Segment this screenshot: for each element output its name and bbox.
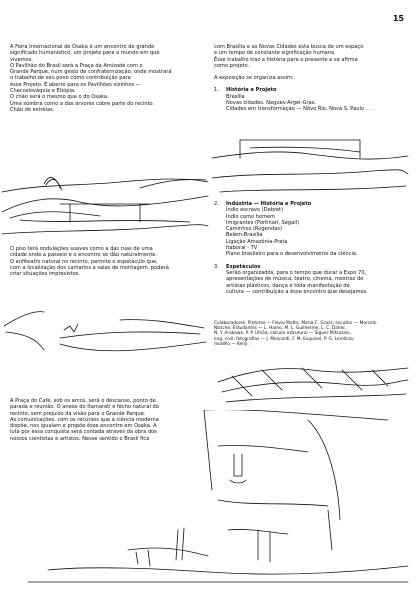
text-line: vivemos. bbox=[10, 56, 33, 63]
text-line: significado humanístico, um projeto para o mundo em que bbox=[10, 50, 160, 57]
text-line: Checoslováquia e Etiópia. bbox=[10, 88, 76, 95]
continuation-paragraph bbox=[214, 44, 374, 113]
credit-line: Nitsche; Estudantes — L. Hamo, M. L. Guilherme, L. C. Daher, bbox=[214, 326, 347, 332]
arch-sketch bbox=[212, 352, 412, 412]
text-line: Grande Parque, num gesto de confraternização, onde mostrará bbox=[10, 69, 172, 76]
intro-paragraph bbox=[10, 44, 171, 113]
section-title: História e Projeto bbox=[226, 87, 277, 94]
list-item: Itaboraí - TV bbox=[226, 245, 258, 252]
text-line: luta por essa conquista será contada através da obra dos bbox=[10, 429, 157, 436]
text-line: criar situações imprevistos. bbox=[10, 271, 81, 278]
section-2 bbox=[214, 201, 368, 295]
section-title: Indústria — História e Projeto bbox=[226, 201, 312, 207]
credit-line: eng. civil; fotografias — J. Moscardi, F. M. Esquivel, P. G. Lerollina; bbox=[214, 336, 355, 342]
landscape-sketch-2 bbox=[0, 290, 210, 370]
text-line: O anfiteatro natural no recinto, permite o espetáculo que, bbox=[10, 258, 158, 265]
text-line: com a localização dos camarins e salas de montagem, poderá bbox=[10, 264, 169, 271]
section-number: 3. bbox=[214, 263, 219, 270]
text-line: dispõe, nos igualam e propõe êsse encontro em Osaka. A bbox=[10, 423, 157, 430]
text-line: o trabalho de seu povo como contribuição para bbox=[10, 75, 131, 82]
landscape-sketch-1 bbox=[0, 112, 210, 242]
list-item: Serão organizados, para o tempo que durar a Expo 70, bbox=[226, 269, 367, 276]
section-number: 2. bbox=[214, 201, 219, 207]
list-item: Ligação Amazônia-Prata bbox=[226, 238, 288, 245]
text-line: O Pavilhão do Brasil será a Praça da Amizade com o bbox=[10, 62, 143, 69]
text-line: como projeto. bbox=[214, 62, 250, 69]
credit-line: N. Y. Arakawa, P. P. Ulhôa; cálculo estrutural — Siguer Mitsutani, bbox=[214, 331, 351, 337]
list-item: Índio como homem bbox=[226, 213, 276, 220]
list-item: Índio escravo (Debret) bbox=[226, 207, 284, 214]
credit-line: modêlo — Kenji. bbox=[214, 341, 249, 347]
text-line: êsse Projeto. É aberto para os Pavilhões vizinhos — bbox=[10, 81, 141, 88]
text-line: cidade onde a passeio e o encontro se dão naturalmente. bbox=[10, 252, 158, 259]
list-item: Imigrantes (Portinari, Segall) bbox=[226, 219, 300, 226]
text-line: O chão será o mesmo que o do Osaka. bbox=[10, 94, 109, 101]
bridge-sketch bbox=[210, 118, 410, 202]
text-line: A Feira Internacional de Osaka é um encontro de grande bbox=[10, 44, 155, 50]
credit-line: Colaboradores: Pintores — Flavio Motta, Maria C. Grass; escultor — Marcelo bbox=[214, 321, 377, 326]
piso-paragraph bbox=[10, 246, 169, 277]
text-line: com Brasília e as Novas Cidades esta busca de um espaço bbox=[214, 44, 364, 50]
list-item: Cidades em transformação — Nôvo Rio, Nova S. Paulo . . . bbox=[226, 106, 374, 113]
list-item: Plano brasileiro para o desenvolvimento da ciência. bbox=[226, 251, 358, 258]
text-line: Êsse trabalho traz a história para o presente e se afirma bbox=[214, 56, 358, 63]
text-line: recinto, sem prejuízo da visão para o Grande Parque. bbox=[10, 410, 146, 417]
list-item: apresentações de música, teatro, cinema, mostras de bbox=[226, 276, 364, 283]
list-item: artistas plásticos, dança e tôda manifestação de bbox=[226, 282, 350, 289]
text-line: Uma sombra como a das árvores cobre parte do recinto. bbox=[10, 100, 155, 107]
page-number: 15 bbox=[392, 14, 404, 23]
list-item: cultura — contribuição a êsse encontro que desejamos. bbox=[226, 288, 368, 295]
text-line: e um tempo de constante significação humana. bbox=[214, 50, 336, 57]
section-number: 1. bbox=[214, 87, 219, 94]
section-title: Espetáculos bbox=[226, 263, 261, 270]
list-item: Caminhos (Rugendas) bbox=[226, 226, 283, 233]
list-item: Novas cidades. Neguev-Argel-Gras. bbox=[226, 100, 317, 107]
list-item: Brasília bbox=[226, 93, 245, 100]
list-item: Belém-Brasília bbox=[226, 232, 263, 239]
plaza-sketch bbox=[8, 410, 412, 586]
text-line: A Praça do Café, sob os arcos, será o descanso, ponto de bbox=[10, 398, 156, 404]
exposition-intro: A exposição se organiza assim: bbox=[214, 75, 294, 82]
text-line: Chão de estrêlas. bbox=[10, 106, 55, 113]
text-line: parada e reunião. O anexo do Itamarati é fêcho natural do bbox=[10, 404, 159, 411]
text-line: As comunicações, com os recursos que a ciência moderna bbox=[10, 416, 159, 423]
credits bbox=[214, 321, 377, 347]
text-line: O piso terá ondulações suaves como a das ruas de uma bbox=[10, 246, 153, 252]
text-line: nossos cientistas e artistos. Nesse sentido o Brasil fica bbox=[10, 435, 150, 442]
